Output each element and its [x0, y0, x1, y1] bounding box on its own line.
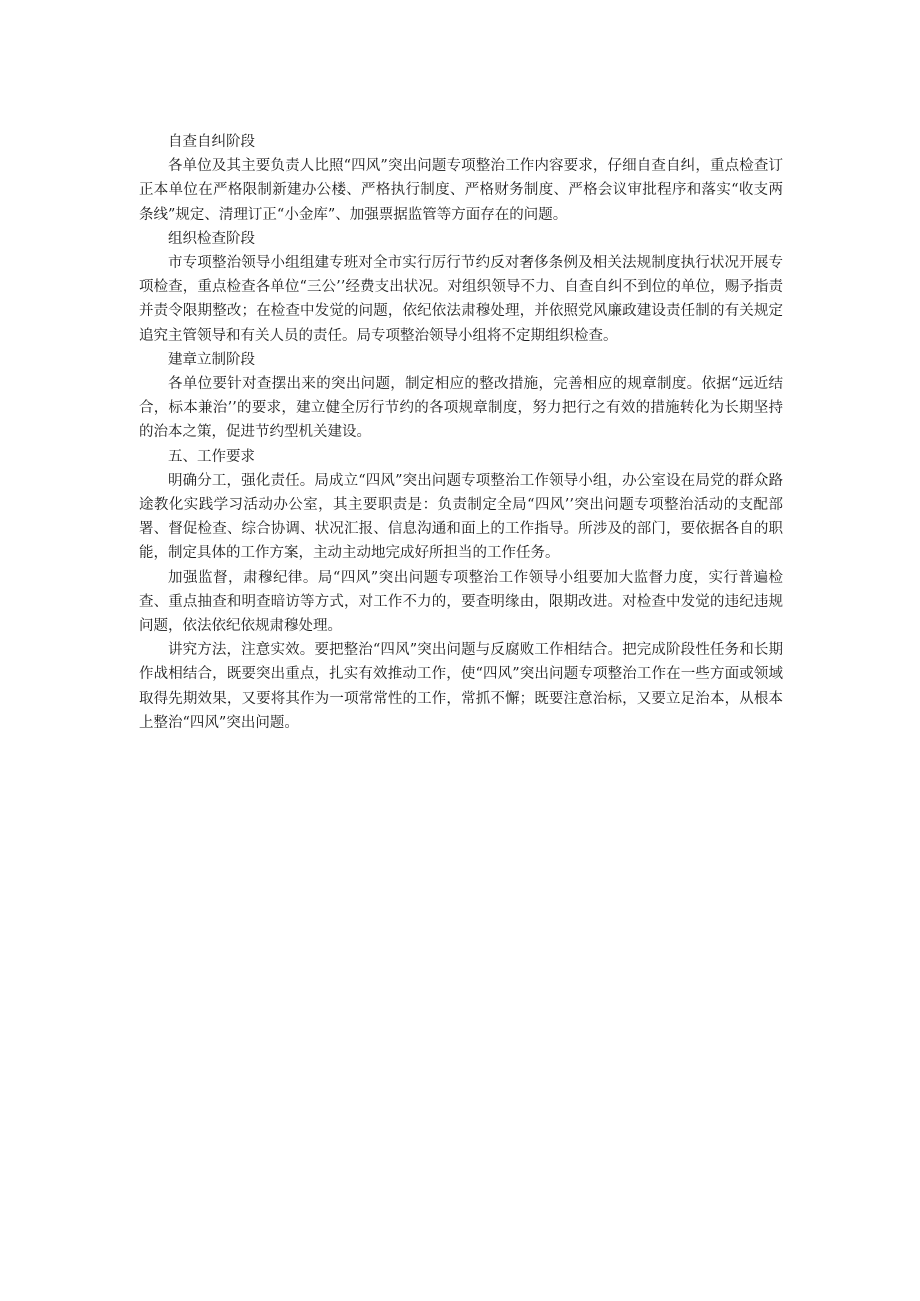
- heading-work-requirements: 五、工作要求: [168, 448, 255, 465]
- paragraph-inspection: 市专项整治领导小组组建专班对全市实行厉行节约反对奢侈条例及相关法规制度执行状况开展专项检查，重点检查各单位“三公’’经费支出状况。对组织领导不力、自查自纠不到位的单位，赐予指责并责令限期整改；在检查中发觉的问题，依纪依法肃穆处理，并依照党风廉政建设责任制的有关规定追究主管领导和有关人员的责任。局专项整治领导小组将不定期组织检查。: [139, 255, 783, 344]
- paragraph-supervision: 加强监督，肃穆纪律。局“四风”突出问题专项整治工作领导小组要加大监督力度，实行普遍检查、重点抽查和明查暗访等方式，对工作不力的，要查明缘由，限期改进。对检查中发觉的违纪违规问题，依法依纪依规肃穆处理。: [139, 569, 783, 635]
- heading-rules-stage: 建章立制阶段: [168, 351, 255, 368]
- heading-inspection-stage: 组织检查阶段: [168, 230, 255, 247]
- paragraph-responsibility: 明确分工，强化责任。局成立“四风”突出问题专项整治工作领导小组，办公室设在局党的群众路途教化实践学习活动办公室，其主要职责是：负责制定全局“四风’’突出问题专项整治活动的支配部署、督促检查、综合协调、状况汇报、信息沟通和面上的工作指导。所涉及的部门，要依据各自的职能，制定具体的工作方案，主动主动地完成好所担当的工作任务。: [139, 472, 783, 562]
- paragraph-self-check: 各单位及其主要负责人比照“四风”突出问题专项整治工作内容要求，仔细自查自纠，重点检查订正本单位在严格限制新建办公楼、严格执行制度、严格财务制度、严格会议审批程序和落实“收支两条线”规定、清理订正“小金库”、加强票据监管等方面存在的问题。: [139, 158, 783, 223]
- paragraph-methods: 讲究方法，注意实效。要把整治“四风”突出问题与反腐败工作相结合。把完成阶段性任务和长期作战相结合，既要突出重点，扎实有效推动工作，使“四风”突出问题专项整治工作在一些方面或领域取得先期效果，又要将其作为一项常常性的工作，常抓不懈；既要注意治标，又要立足治本，从根本上整治“四风”突出问题。: [139, 642, 783, 731]
- heading-self-check-stage: 自查自纠阶段: [168, 134, 255, 150]
- paragraph-rules: 各单位要针对查摆出来的突出问题，制定相应的整改措施，完善相应的规章制度。依据“远近结合，标本兼治’’的要求，建立健全厉行节约的各项规章制度，努力把行之有效的措施转化为长期坚持的治本之策，促进节约型机关建设。: [139, 376, 783, 441]
- document-body: [139, 130, 783, 735]
